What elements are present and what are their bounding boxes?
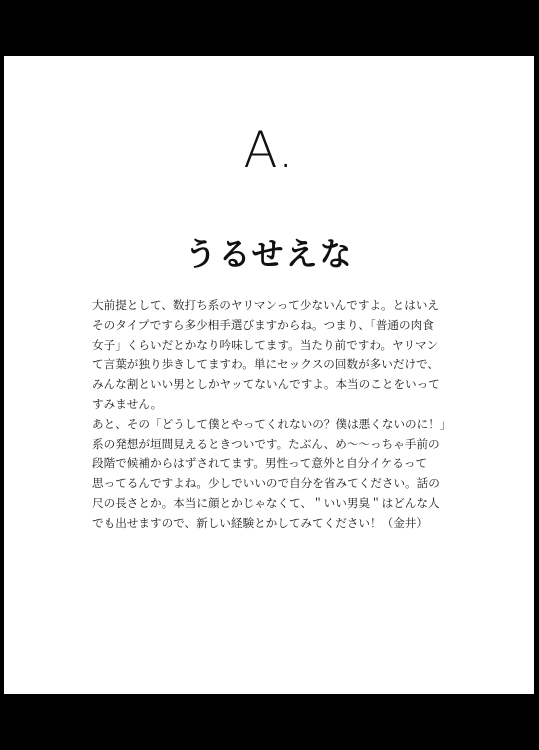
answer-headline: うるせえな (184, 235, 354, 273)
body-line: 尺の長さとか。本当に顔とかじゃなくて、＂いい男臭＂はどんな人 (92, 495, 440, 510)
body-line: あと、その「どうして僕とやってくれないの？僕は悪くないのに！」 (92, 416, 452, 431)
answer-body (92, 296, 452, 534)
body-line: 段階で候補からはずされてます。男性って意外と自分イケるって (92, 456, 428, 471)
body-line: 女子」くらいだとかなり吟味してます。当たり前ですわ。ヤリマン (92, 337, 439, 352)
body-line: 大前提として、数打ち系のヤリマンって少ないんですよ。とはいえ (92, 298, 440, 312)
body-line: すみません。 (92, 396, 163, 411)
body-line: 思ってるんですよね。少しでいいので自分を省みてください。話の (92, 476, 440, 491)
answer-marker: A. (243, 121, 295, 179)
body-line: みんな割といい男としかヤッてないんですよ。本当のことをいって (92, 377, 440, 392)
body-line: でも出せますので、新しい経験とかしてみてください！（金井） (92, 515, 428, 530)
body-line: 系の発想が垣間見えるときついです。たぶん、め〜〜っちゃ手前の (92, 436, 440, 451)
document-page (4, 56, 534, 694)
body-line: て言葉が独り歩きしてますわ。単にセックスの回数が多いだけで、 (92, 357, 440, 372)
body-line: そのタイプですら多少相手選びますからね。つまり、「普通の肉食 (92, 317, 434, 332)
